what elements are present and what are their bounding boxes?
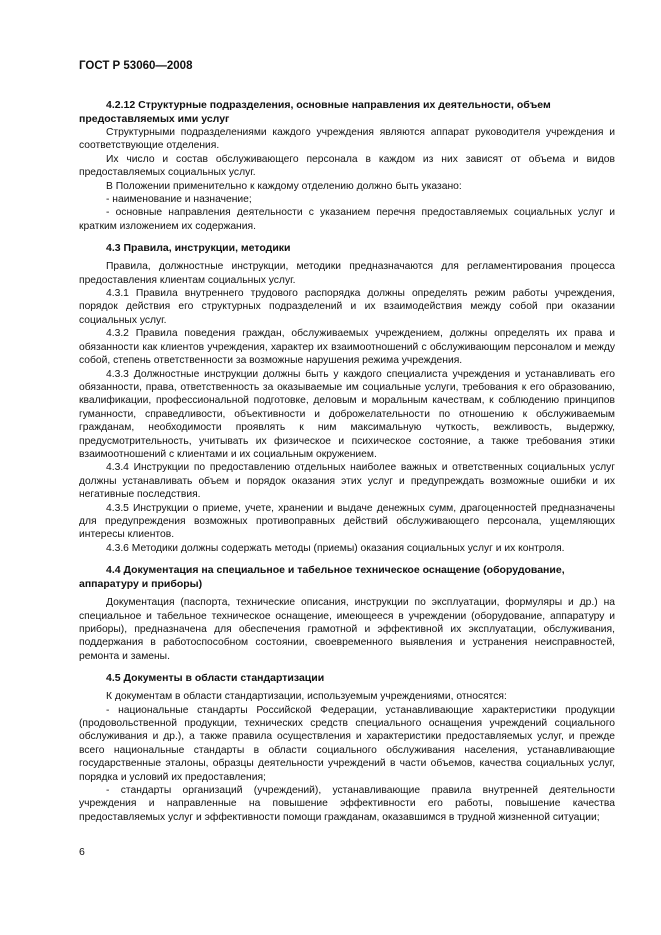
- section-heading-4-5: 4.5 Документы в области стандартизации: [106, 672, 325, 685]
- document-header: ГОСТ Р 53060—2008: [79, 60, 193, 72]
- section-heading-4-3: 4.3 Правила, инструкции, методики: [106, 242, 291, 255]
- list-item: - стандарты организаций (учреждений), устанавливающие правила внутренней деятельности учреждения и направленные на повышение эффективности его работы, повышение качества предоставляемых услуг и эффективности помощи гражданам, оказавшимся в трудной жизненной ситуации;: [79, 785, 615, 823]
- list-item: - наименование и назначение;: [106, 194, 252, 206]
- section-heading-4-2-12: 4.2.12 Структурные подразделения, основные направления их деятельности, объем предоставляемых ими услуг: [79, 99, 551, 125]
- paragraph: В Положении применительно к каждому отделению должно быть указано:: [106, 180, 462, 192]
- page-number: 6: [79, 846, 85, 858]
- paragraph: 4.3.6 Методики должны содержать методы (приемы) оказания социальных услуг и их контроля.: [106, 542, 565, 554]
- paragraph: Их число и состав обслуживающего персонала в каждом из них зависят от объема и видов предоставляемых социальных услуг.: [79, 153, 615, 179]
- paragraph: Структурными подразделениями каждого учреждения являются аппарат руководителя учреждения и соответствующие отделения.: [79, 127, 615, 152]
- paragraph: 4.3.1 Правила внутреннего трудового распорядка должны определять режим работы учреждения, порядок действия его структурных подразделений и их взаимодействия между собой при оказании социальных услуг.: [79, 288, 615, 326]
- paragraph: Документация (паспорта, технические описания, инструкции по эксплуатации, формуляры и др.) на специальное и табельное техническое оснащение, имеющееся в учреждении (оборудование, аппаратуру и приборы), предназначена для обеспечения грамотной и эффективной их эксплуатации, обслуживания, поддержания в работоспособном состоянии, своевременного выявления и устранения неисправностей, ремонта и замены.: [79, 597, 615, 662]
- paragraph: 4.3.5 Инструкции о приеме, учете, хранении и выдаче денежных сумм, драгоценностей предназначены для предупреждения возможных противоправных действий обслуживающего персонала, ущемляющих интересы клиентов.: [79, 502, 615, 541]
- paragraph: Правила, должностные инструкции, методики предназначаются для регламентирования процесса предоставления клиентам социальных услуг.: [79, 261, 615, 286]
- paragraph: 4.3.2 Правила поведения граждан, обслуживаемых учреждением, должны определять их права и обязанности как клиентов учреждения, характер их взаимоотношений с обслуживающим персоналом и между собой, степень ответственности за возможные нарушения режима учреждения.: [79, 328, 615, 367]
- document-page: [79, 60, 615, 824]
- paragraph: 4.3.3 Должностные инструкции должны быть у каждого специалиста учреждения и устанавливать его обязанности, права, ответственность за оказываемые им социальные услуги, требования к его образованию, квалификации, профессиональной подготовке, деловым и моральным качествам, к соблюдению принципов гуманности, справедливости, объективности и доброжелательности по отношению к обслуживаемым гражданам, необходимости проявлять к ним максимальную чуткость, вежливость, выдержку, предусмотрительность, учитывать их физическое и психическое состояние, а также требования этики взаимоотношений с клиентами и их социальным окружением.: [79, 368, 615, 460]
- list-item: - национальные стандарты Российской Федерации, устанавливающие характеристики продукции (продовольственной продукции, технических средств специального оснащения учреждений социального обслуживания и др.), а также правила осуществления и характеристики предоставляемых услуг, и прежде всего национальные стандарты в области социального обслуживания населения, устанавливающие государственные эталоны, образцы деятельности учреждений в части объемов, качества социальных услуг, порядка и условий их предоставления;: [79, 704, 615, 783]
- paragraph: К документам в области стандартизации, используемым учреждениями, относятся:: [106, 691, 507, 703]
- section-heading-4-4: 4.4 Документация на специальное и табельное техническое оснащение (оборудование, аппаратуру и приборы): [79, 564, 565, 591]
- paragraph: 4.3.4 Инструкции по предоставлению отдельных наиболее важных и ответственных социальных услуг должны устанавливать объем и порядок оказания этих услуг и предупреждать возможные ошибки и их негативные последствия.: [79, 462, 615, 501]
- list-item: - основные направления деятельности с указанием перечня предоставляемых социальных услуг и кратким изложением их содержания.: [79, 207, 615, 232]
